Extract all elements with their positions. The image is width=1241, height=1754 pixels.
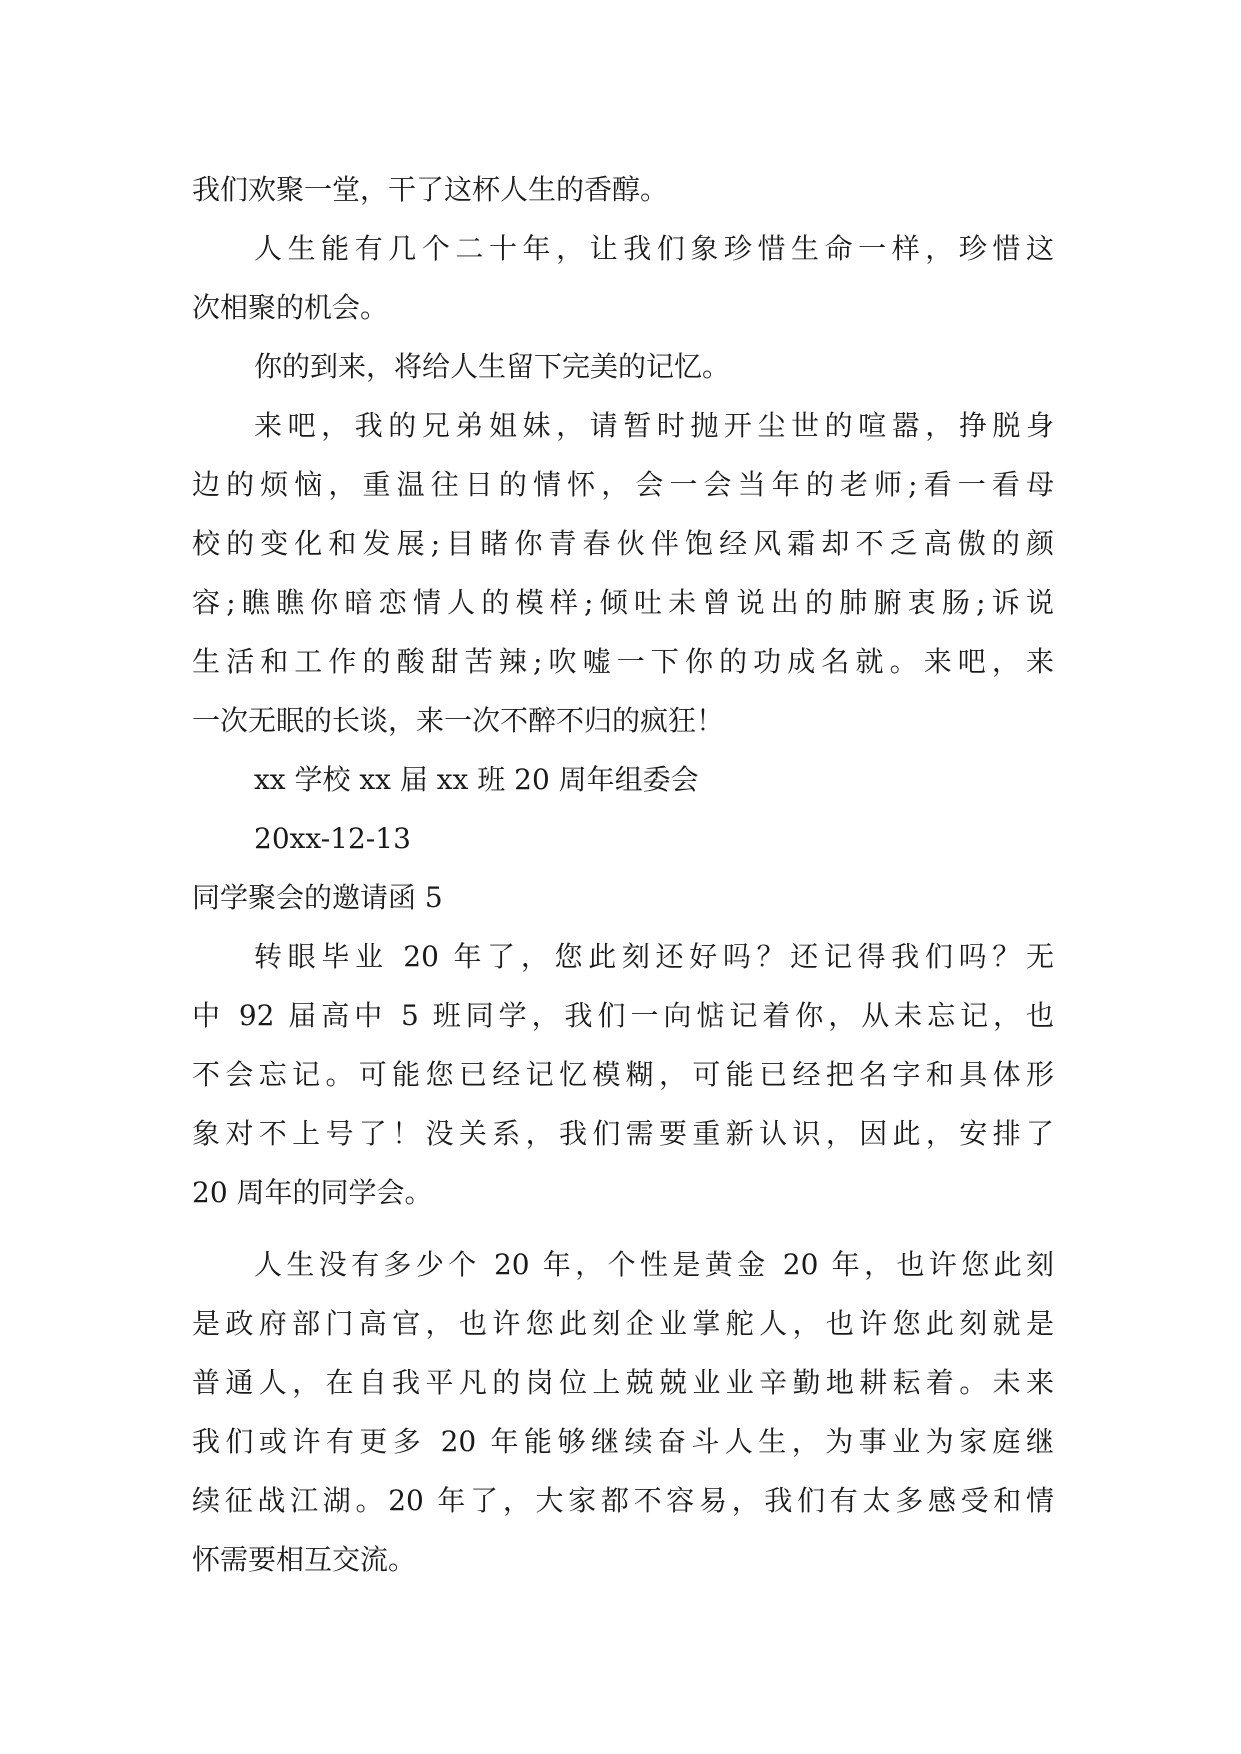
document-body [192,160,1054,1589]
paragraph-line: 是政府部门高官，也许您此刻企业掌舵人，也许您此刻就是 [192,1307,1054,1340]
paragraph-line: 普通人，在自我平凡的岗位上兢兢业业辛勤地耕耘着。未来 [192,1366,1054,1399]
paragraph-line: 人生能有几个二十年，让我们象珍惜生命一样，珍惜这 [254,232,1054,265]
paragraph-line: 不会忘记。可能您已经记忆模糊，可能已经把名字和具体形 [192,1058,1054,1091]
paragraph-line: 转眼毕业 20 年了，您此刻还好吗？还记得我们吗？无 [254,940,1054,973]
section-heading: 同学聚会的邀请函 5 [192,881,443,914]
signature-date: 20xx-12-13 [254,822,411,855]
paragraph-line: 生活和工作的酸甜苦辣;吹嘘一下你的功成名就。来吧，来 [192,645,1054,678]
paragraph-line: 怀需要相互交流。 [192,1543,417,1576]
paragraph-line: 一次无眠的长谈，来一次不醉不归的疯狂！ [192,704,725,737]
paragraph-line: 次相聚的机会。 [192,291,389,324]
paragraph-line: 中 92 届高中 5 班同学，我们一向惦记着你，从未忘记，也 [192,999,1054,1032]
paragraph-line: 边的烦恼，重温往日的情怀，会一会当年的老师;看一看母 [192,468,1054,501]
paragraph-line: 你的到来，将给人生留下完美的记忆。 [254,350,731,383]
paragraph-gap [192,1222,1054,1235]
paragraph-line: 我们欢聚一堂，干了这杯人生的香醇。 [192,173,669,206]
paragraph-line: 人生没有多少个 20 年，个性是黄金 20 年，也许您此刻 [254,1248,1054,1281]
paragraph-line: 我们或许有更多 20 年能够继续奋斗人生，为事业为家庭继 [192,1425,1054,1458]
paragraph-line: 校的变化和发展;目睹你青春伙伴饱经风霜却不乏高傲的颜 [192,527,1054,560]
paragraph-line: 续征战江湖。20 年了，大家都不容易，我们有太多感受和情 [192,1484,1054,1517]
signature-organizer: xx 学校 xx 届 xx 班 20 周年组委会 [254,763,699,796]
paragraph-line: 来吧，我的兄弟姐妹，请暂时抛开尘世的喧嚣，挣脱身 [254,409,1054,442]
paragraph-line: 容;瞧瞧你暗恋情人的模样;倾吐未曾说出的肺腑衷肠;诉说 [192,586,1054,619]
paragraph-line: 象对不上号了！没关系，我们需要重新认识，因此，安排了 [192,1117,1054,1150]
paragraph-line: 20 周年的同学会。 [192,1176,433,1209]
